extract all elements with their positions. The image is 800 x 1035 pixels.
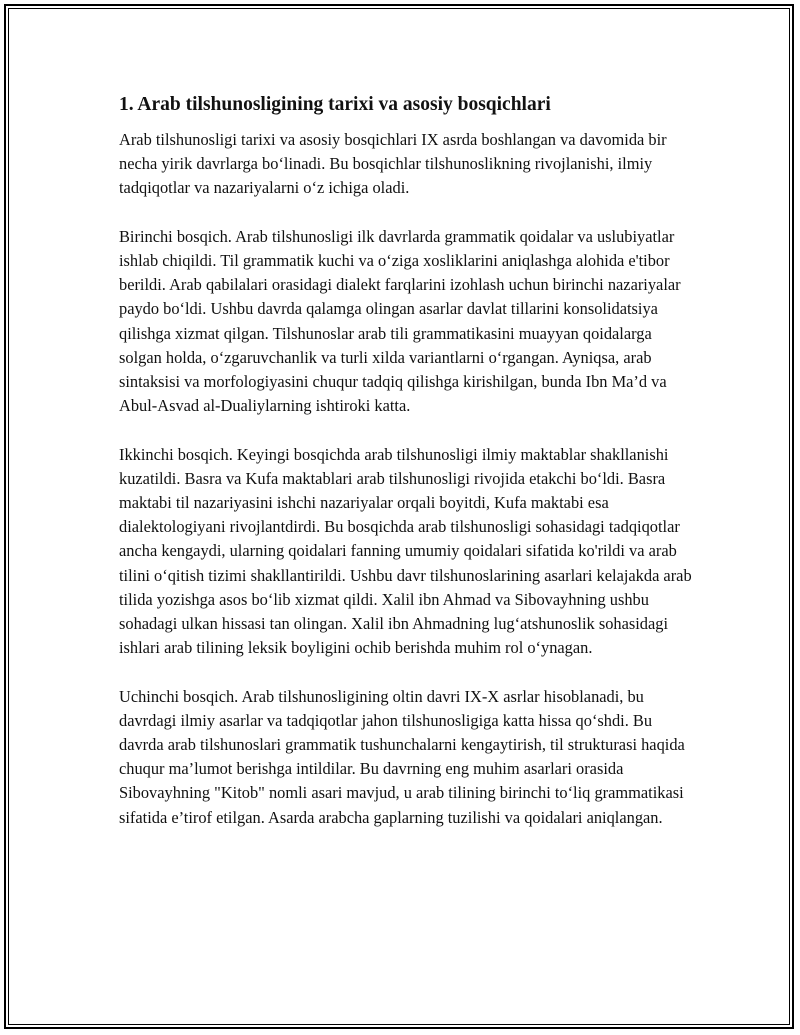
paragraph-second-stage: Ikkinchi bosqich. Keyingi bosqichda arab tilshunosligi ilmiy maktablar shakllanishi kuzatildi. Basra va Kufa maktablari arab tilshunosligi rivojida etakchi bo‘ldi. Basra maktabi til nazariyasini ishchi nazariyalar orqali boyitdi, Kufa maktabi esa dialektologiyani rivojlantdirdi. Bu bosqichda arab tilshunosligi sohasidagi tadqiqotlar ancha kengaydi, ularning qoidalari fanning umumiy qoidalari sifatida ko'rildi va arab tilini o‘qitish tizimi shakllantirildi. Ushbu davr tilshunoslarining asarlari kelajakda arab tilida yozishga asos bo‘lib xizmat qildi. Xalil ibn Ahmad va Sibovayhning ushbu sohadagi ulkan hissasi tan olingan. Xalil ibn Ahmadning lug‘atshunoslik sohasidagi ishlari arab tilining leksik boyligini ochib berishda muhim rol o‘ynagan. [119, 444, 692, 658]
paragraph-intro: Arab tilshunosligi tarixi va asosiy bosqichlari IX asrda boshlangan va davomida bir necha yirik davrlarga bo‘linadi. Bu bosqichlar tilshunoslikning rivojlanishi, ilmiy tadqiqotlar va nazariyalarni o‘z ichiga oladi. [119, 130, 667, 198]
paragraph-third-stage: Uchinchi bosqich. Arab tilshunosligining oltin davri IX-X asrlar hisoblanadi, bu davrdagi ilmiy asarlar va tadqiqotlar jahon tilshunosligiga katta hissa qo‘shdi. Bu davrda arab tilshunoslari grammatik tushunchalarni kengaytirish, til strukturasi haqida chuqur ma’lumot berishga intildilar. Bu davrning eng muhim asarlari orasida Sibovayhning "Kitob" nomli asari mavjud, u arab tilining birinchi to‘liq grammatikasi sifatida e’tirof etilgan. Asarda arabcha gaplarning tuzilishi va qoidalari aniqlangan. [119, 686, 685, 827]
document-body [119, 92, 694, 854]
paragraph-first-stage: Birinchi bosqich. Arab tilshunosligi ilk davrlarda grammatik qoidalar va uslubiyatlar ishlab chiqildi. Til grammatik kuchi va o‘ziga xosliklarini aniqlashga alohida e'tibor berildi. Arab qabilalari orasidagi dialekt farqlarini izohlash uchun birinchi nazariyalar paydo bo‘ldi. Ushbu davrda qalamga olingan asarlar davlat tillarini konsolidatsiya qilishga xizmat qilgan. Tilshunoslar arab tili grammatikasini muayyan qoidalarga solgan holda, o‘zgaruvchanlik va turli xilda variantlarni o‘rgangan. Ayniqsa, arab sintaksisi va morfologiyasini chuqur tadqiq qilishga kirishilgan, bunda Ibn Ma’d va Abul-Asvad al-Dualiylarning ishtiroki katta. [119, 226, 681, 416]
section-heading: 1. Arab tilshunosligining tarixi va asosiy bosqichlari [119, 94, 551, 115]
